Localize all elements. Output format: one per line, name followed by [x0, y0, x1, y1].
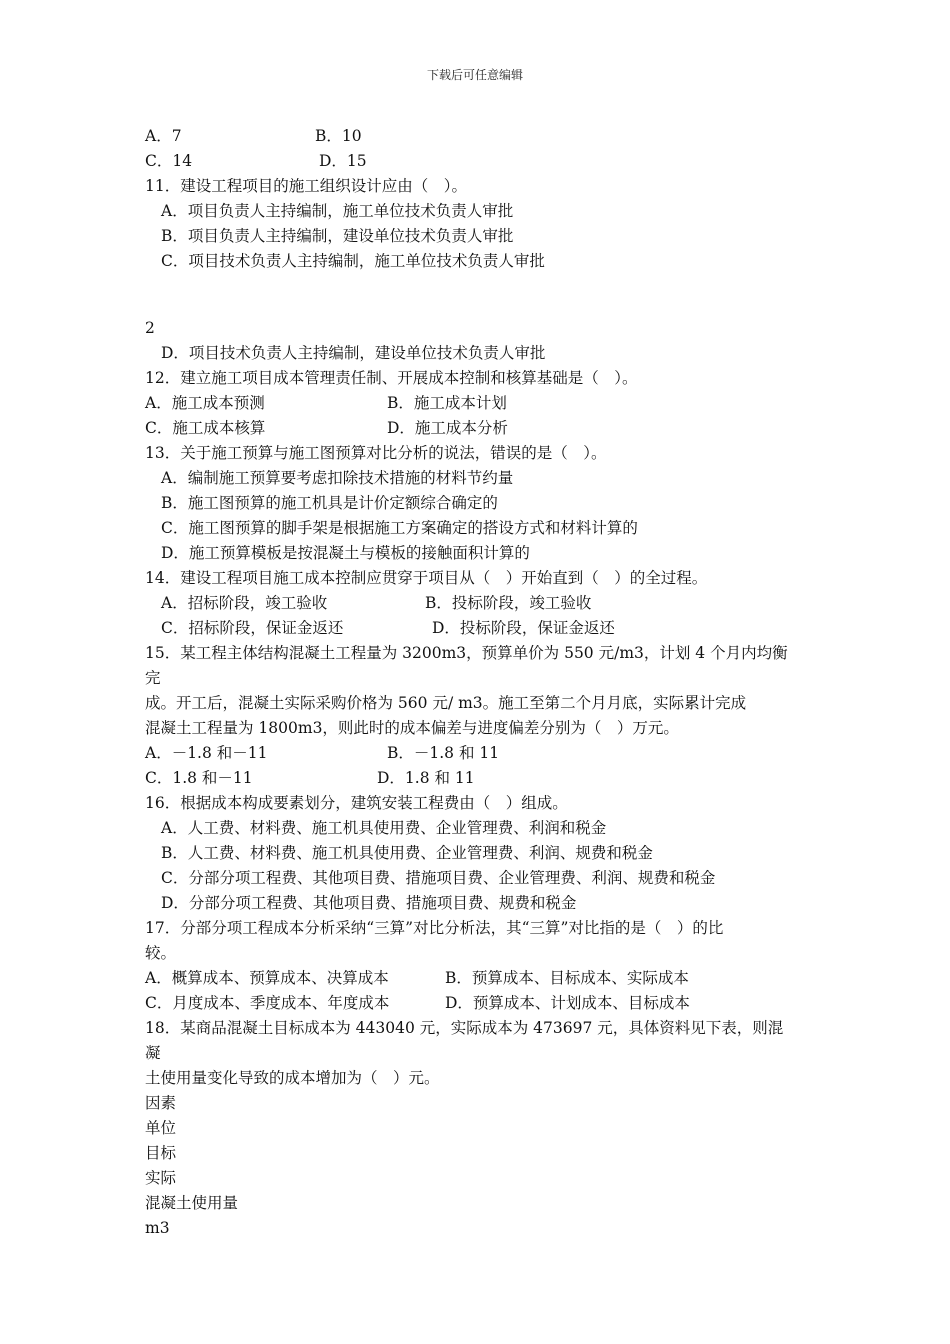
q13-option-d: D．施工预算模板是按混凝土与模板的接触面积计算的: [161, 544, 530, 562]
q15-option-d: D．1.8 和 11: [377, 769, 475, 787]
q18-table-cell: 实际: [145, 1169, 177, 1187]
q10-options-row2: [145, 149, 815, 174]
q12-option-c: C．施工成本核算: [145, 419, 266, 437]
q14-option-c: C．招标阶段，保证金返还: [161, 619, 344, 637]
q12-option-b: B．施工成本计划: [387, 394, 507, 412]
q11-option-c: C．项目技术负责人主持编制，施工单位技术负责人审批: [161, 252, 545, 270]
q15-stem-line4: 混凝土工程量为 1800m3，则此时的成本偏差与进度偏差分别为（ ）万元。: [145, 719, 679, 737]
q10-option-c: C．14: [145, 152, 193, 170]
q12-stem: 12．建立施工项目成本管理责任制、开展成本控制和核算基础是（ ）。: [145, 369, 638, 387]
q18-stem-line3: 土使用量变化导致的成本增加为（ ）元。: [145, 1069, 440, 1087]
q15-option-a: A．－1.8 和－11: [145, 744, 268, 762]
q11-option-b: B．项目负责人主持编制，建设单位技术负责人审批: [161, 227, 514, 245]
q10-option-a: A．7: [145, 127, 182, 145]
q13-option-b: B．施工图预算的施工机具是计价定额综合确定的: [161, 494, 498, 512]
q17-option-c: C．月度成本、季度成本、年度成本: [145, 994, 390, 1012]
q15-option-b: B．－1.8 和 11: [387, 744, 500, 762]
q14-options-row2: [145, 616, 815, 641]
q14-options-row1: [145, 591, 815, 616]
q12-option-d: D．施工成本分析: [387, 419, 508, 437]
q15-stem-line3: 成。开工后，混凝土实际采购价格为 560 元/ m3。施工至第二个月月底，实际累计完成: [145, 694, 747, 712]
q15-stem-line2: 完: [145, 669, 161, 687]
q15-stem-line1: 15．某工程主体结构混凝土工程量为 3200m3，预算单价为 550 元/m3，计划 4 个月内均衡: [145, 644, 788, 662]
page-header: 下载后可任意编辑: [426, 68, 523, 82]
q12-options-row2: [145, 416, 815, 441]
q18-table-cell: 目标: [145, 1144, 177, 1162]
document-body: [145, 124, 815, 1241]
q12-option-a: A．施工成本预测: [145, 394, 265, 412]
q16-option-b: B．人工费、材料费、施工机具使用费、企业管理费、利润、规费和税金: [161, 844, 653, 862]
q17-stem-line1: 17．分部分项工程成本分析采纳“三算”对比分析法，其“三算”对比指的是（ ）的比: [145, 919, 724, 937]
q15-option-c: C．1.8 和－11: [145, 769, 253, 787]
q14-option-a: A．招标阶段，竣工验收: [161, 594, 328, 612]
q10-options-row1: [145, 124, 815, 149]
q16-option-a: A．人工费、材料费、施工机具使用费、企业管理费、利润和税金: [161, 819, 607, 837]
q14-option-d: D．投标阶段，保证金返还: [432, 619, 615, 637]
q18-table-cell: 混凝土使用量: [145, 1194, 239, 1212]
q16-stem: 16．根据成本构成要素划分，建筑安装工程费由（ ）组成。: [145, 794, 568, 812]
q18-table-cell: 因素: [145, 1094, 177, 1112]
page-number: 2: [145, 319, 155, 337]
q10-option-d: D．15: [319, 152, 367, 170]
q18-table-cell: m3: [145, 1219, 170, 1237]
q11-option-d: D．项目技术负责人主持编制，建设单位技术负责人审批: [161, 344, 546, 362]
q17-options-row1: [145, 966, 815, 991]
q17-option-a: A．概算成本、预算成本、决算成本: [145, 969, 389, 987]
q17-option-d: D．预算成本、计划成本、目标成本: [445, 994, 690, 1012]
q14-stem: 14．建设工程项目施工成本控制应贯穿于项目从（ ）开始直到（ ）的全过程。: [145, 569, 708, 587]
q17-stem-line2: 较。: [145, 944, 177, 962]
q10-option-b: B．10: [315, 127, 362, 145]
q17-options-row2: [145, 991, 815, 1016]
q13-option-c: C．施工图预算的脚手架是根据施工方案确定的搭设方式和材料计算的: [161, 519, 638, 537]
q17-option-b: B．预算成本、目标成本、实际成本: [445, 969, 689, 987]
q18-stem-line1: 18．某商品混凝土目标成本为 443040 元，实际成本为 473697 元，具体资料见下表，则混: [145, 1019, 784, 1037]
q16-option-d: D．分部分项工程费、其他项目费、措施项目费、规费和税金: [161, 894, 577, 912]
q15-options-row1: [145, 741, 815, 766]
q15-options-row2: [145, 766, 815, 791]
q13-stem: 13．关于施工预算与施工图预算对比分析的说法，错误的是（ ）。: [145, 444, 607, 462]
q12-options-row1: [145, 391, 815, 416]
q18-stem-line2: 凝: [145, 1044, 161, 1062]
q18-table-cell: 单位: [145, 1119, 177, 1137]
q11-option-a: A．项目负责人主持编制，施工单位技术负责人审批: [161, 202, 514, 220]
q11-stem: 11．建设工程项目的施工组织设计应由（ ）。: [145, 177, 467, 195]
q14-option-b: B．投标阶段，竣工验收: [425, 594, 592, 612]
q16-option-c: C．分部分项工程费、其他项目费、措施项目费、企业管理费、利润、规费和税金: [161, 869, 716, 887]
q13-option-a: A．编制施工预算要考虑扣除技术措施的材料节约量: [161, 469, 514, 487]
